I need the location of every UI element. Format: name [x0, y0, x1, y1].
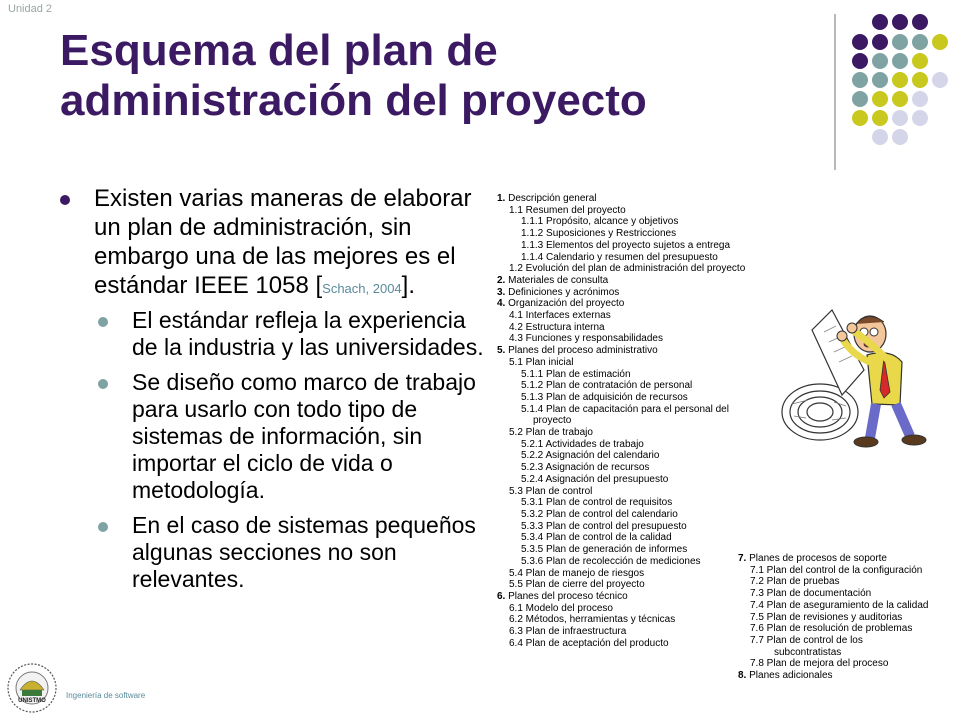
outline-continued-item — [738, 600, 958, 612]
outline-item-text: Planes del proceso administrativo — [508, 345, 658, 357]
outline-item — [497, 638, 767, 650]
plan-outline — [497, 193, 767, 649]
outline-item-number: 2. — [497, 274, 506, 286]
outline-item-text: 1.1.3 Elementos del proyecto sujetos a entrega — [521, 239, 731, 251]
outline-continued-item — [738, 612, 958, 624]
outline-item-text: 5.3 Plan de control — [509, 485, 593, 497]
decorative-dot — [892, 53, 908, 69]
outline-continued-item-text: 7.3 Plan de documentación — [750, 588, 872, 600]
decorative-dot — [852, 110, 868, 126]
outline-continued-item — [738, 635, 958, 647]
outline-item — [497, 310, 767, 322]
outline-item — [497, 193, 767, 205]
outline-item — [497, 486, 767, 498]
sub-bullet-1: El estándar refleja la experiencia de la industria y las universidades. — [60, 307, 485, 361]
decorative-dot — [932, 72, 948, 88]
university-seal-logo — [6, 660, 58, 716]
outline-item — [497, 392, 767, 404]
outline-item — [497, 462, 767, 474]
decorative-dot — [852, 72, 868, 88]
outline-item — [497, 216, 767, 228]
outline-item-number: 1. — [497, 193, 506, 204]
decorative-dot — [872, 129, 888, 145]
outline-item — [497, 544, 767, 556]
outline-item — [497, 369, 767, 381]
outline-item — [497, 556, 767, 568]
outline-item-text: 5.3.3 Plan de control del presupuesto — [521, 520, 687, 532]
outline-item-number: 4. — [497, 298, 506, 310]
outline-item — [497, 532, 767, 544]
outline-item-text: 1.1.2 Suposiciones y Restricciones — [521, 228, 677, 240]
outline-item — [497, 568, 767, 580]
outline-continued-item — [738, 647, 958, 659]
footer-text: Ingeniería de software — [66, 691, 146, 700]
sub-bullet-3: En el caso de sistemas pequeños algunas secciones no son relevantes. — [60, 512, 485, 593]
outline-item-text: 1.2 Evolución del plan de administración del proyecto — [509, 263, 746, 275]
outline-item-number: 5. — [497, 345, 506, 357]
outline-item-text: 5.3.2 Plan de control del calendario — [521, 508, 678, 520]
outline-item-text: Descripción general — [508, 193, 597, 204]
outline-item-text: 6.1 Modelo del proceso — [509, 602, 613, 614]
outline-continued-item — [738, 553, 958, 565]
decorative-dot — [892, 14, 908, 30]
outline-item — [497, 439, 767, 451]
decorative-dot — [852, 53, 868, 69]
outline-item-text: 4.1 Interfaces externas — [509, 310, 611, 322]
outline-item-text: 6.4 Plan de aceptación del producto — [509, 637, 669, 649]
bullet-main — [60, 184, 485, 303]
outline-item — [497, 263, 767, 275]
decorative-dot — [872, 34, 888, 50]
bullet-list — [60, 184, 485, 601]
decorative-dot — [852, 34, 868, 50]
decorative-dot — [912, 34, 928, 50]
outline-item-text: 1.1.4 Calendario y resumen del presupuesto — [521, 251, 718, 263]
outline-continued-item-number: 7. — [738, 553, 747, 564]
outline-item-text: 5.1.3 Plan de adquisición de recursos — [521, 391, 688, 403]
outline-item — [497, 521, 767, 533]
decorative-dot — [872, 72, 888, 88]
outline-item-text: 5.3.6 Plan de recolección de mediciones — [521, 555, 701, 567]
outline-item — [497, 474, 767, 486]
outline-item-text: 4.3 Funciones y responsabilidades — [509, 333, 663, 345]
outline-item — [497, 497, 767, 509]
outline-item — [497, 345, 767, 357]
citation-close: ]. — [401, 272, 416, 299]
outline-item-text: Materiales de consulta — [508, 274, 609, 286]
outline-continued-item-text: Planes de procesos de soporte — [749, 553, 887, 564]
outline-item-text: Organización del proyecto — [508, 298, 625, 310]
outline-continued-item — [738, 576, 958, 588]
outline-item-text: 5.2.3 Asignación de recursos — [521, 462, 650, 474]
outline-item-text: 4.2 Estructura interna — [509, 321, 605, 333]
outline-continued-item — [738, 670, 958, 682]
decorative-dot — [892, 110, 908, 126]
outline-item-text: 5.2.2 Asignación del calendario — [521, 450, 660, 462]
outline-item — [497, 450, 767, 462]
outline-item-text: proyecto — [533, 415, 572, 427]
decorative-dot — [872, 91, 888, 107]
outline-item-text: 1.1 Resumen del proyecto — [509, 204, 626, 216]
decorative-dot — [912, 91, 928, 107]
decorative-dot — [912, 72, 928, 88]
outline-item-text: 5.2 Plan de trabajo — [509, 427, 593, 439]
outline-item — [497, 404, 767, 416]
outline-continued-item — [738, 658, 958, 670]
decorative-dot — [892, 129, 908, 145]
outline-item — [497, 333, 767, 345]
outline-item — [497, 579, 767, 591]
outline-item-text: 5.1 Plan inicial — [509, 356, 574, 368]
outline-item — [497, 240, 767, 252]
outline-item-text: 5.1.4 Plan de capacitación para el personal del — [521, 403, 729, 415]
outline-continued-item-text: 7.5 Plan de revisiones y auditorias — [750, 611, 903, 623]
outline-item-text: Planes del proceso técnico — [508, 590, 628, 602]
outline-item — [497, 415, 767, 427]
outline-item-text: 5.4 Plan de manejo de riesgos — [509, 567, 645, 579]
citation: Schach, 2004 — [322, 281, 402, 296]
outline-continued-item-text: Planes adicionales — [749, 670, 833, 682]
outline-item-text: 1.1.1 Propósito, alcance y objetivos — [521, 216, 679, 228]
outline-continued-item — [738, 588, 958, 600]
plan-outline-continued — [738, 553, 958, 682]
decorative-dot — [872, 110, 888, 126]
citation-open: [ — [315, 272, 323, 299]
outline-item — [497, 380, 767, 392]
man-reading-scroll-illustration — [772, 300, 952, 452]
outline-item — [497, 509, 767, 521]
outline-item — [497, 298, 767, 310]
outline-item-text: 5.1.2 Plan de contratación de personal — [521, 380, 693, 392]
outline-continued-item-text: 7.2 Plan de pruebas — [750, 576, 840, 588]
decorative-dot — [932, 34, 948, 50]
outline-continued-item-text: 7.4 Plan de aseguramiento de la calidad — [750, 599, 929, 611]
outline-item — [497, 205, 767, 217]
outline-item-text: 6.3 Plan de infraestructura — [509, 626, 627, 638]
outline-item — [497, 252, 767, 264]
decorative-dot — [912, 53, 928, 69]
outline-item — [497, 228, 767, 240]
outline-item — [497, 275, 767, 287]
outline-item-text: 5.2.1 Actividades de trabajo — [521, 438, 644, 450]
outline-item-number: 3. — [497, 286, 506, 298]
outline-item — [497, 591, 767, 603]
decorative-dot — [912, 110, 928, 126]
decorative-dot — [892, 91, 908, 107]
outline-item-text: 5.3.4 Plan de control de la calidad — [521, 532, 672, 544]
outline-continued-item-text: 7.7 Plan de control de los — [750, 634, 863, 646]
logo-text: UNISTMO — [18, 698, 46, 704]
outline-item-text: 5.1.1 Plan de estimación — [521, 368, 631, 380]
outline-item — [497, 322, 767, 334]
decorative-dot — [872, 14, 888, 30]
outline-continued-item-number: 8. — [738, 670, 747, 682]
outline-item — [497, 603, 767, 615]
outline-continued-item-text: 7.1 Plan del control de la configuración — [750, 564, 923, 576]
slide-title: Esquema del plan de administración del proyecto — [60, 26, 647, 125]
outline-item-text: 5.5 Plan de cierre del proyecto — [509, 579, 645, 591]
decorative-dot — [852, 91, 868, 107]
decorative-dot — [872, 53, 888, 69]
unit-label: Unidad 2 — [8, 3, 53, 15]
outline-item — [497, 626, 767, 638]
outline-continued-item-text: 7.8 Plan de mejora del proceso — [750, 658, 889, 670]
decorative-dot — [892, 34, 908, 50]
decorative-dot — [912, 14, 928, 30]
outline-continued-item-text: subcontratistas — [774, 646, 842, 658]
bullet-main-text: Existen varias maneras de elaborar un plan de administración, sin embargo una de las mejores es el estándar IEEE 1058 — [94, 185, 472, 299]
sub-bullet-2: Se diseño como marco de trabajo para usarlo con todo tipo de sistemas de información, sin importar el ciclo de vida o metodología. — [60, 369, 485, 504]
outline-continued-item — [738, 623, 958, 635]
decorative-dot-grid — [0, 0, 960, 170]
outline-item-text: 5.3.5 Plan de generación de informes — [521, 544, 688, 556]
outline-item-text: 5.2.4 Asignación del presupuesto — [521, 473, 669, 485]
outline-item — [497, 427, 767, 439]
outline-item-text: Definiciones y acrónimos — [508, 286, 620, 298]
outline-item — [497, 357, 767, 369]
outline-item-text: 5.3.1 Plan de control de requisitos — [521, 497, 673, 509]
outline-item-number: 6. — [497, 590, 506, 602]
divider-line — [834, 14, 836, 170]
decorative-dot — [892, 72, 908, 88]
outline-continued-item-text: 7.6 Plan de resolución de problemas — [750, 623, 913, 635]
outline-item-text: 6.2 Métodos, herramientas y técnicas — [509, 614, 676, 626]
outline-item — [497, 614, 767, 626]
outline-continued-item — [738, 565, 958, 577]
outline-item — [497, 287, 767, 299]
